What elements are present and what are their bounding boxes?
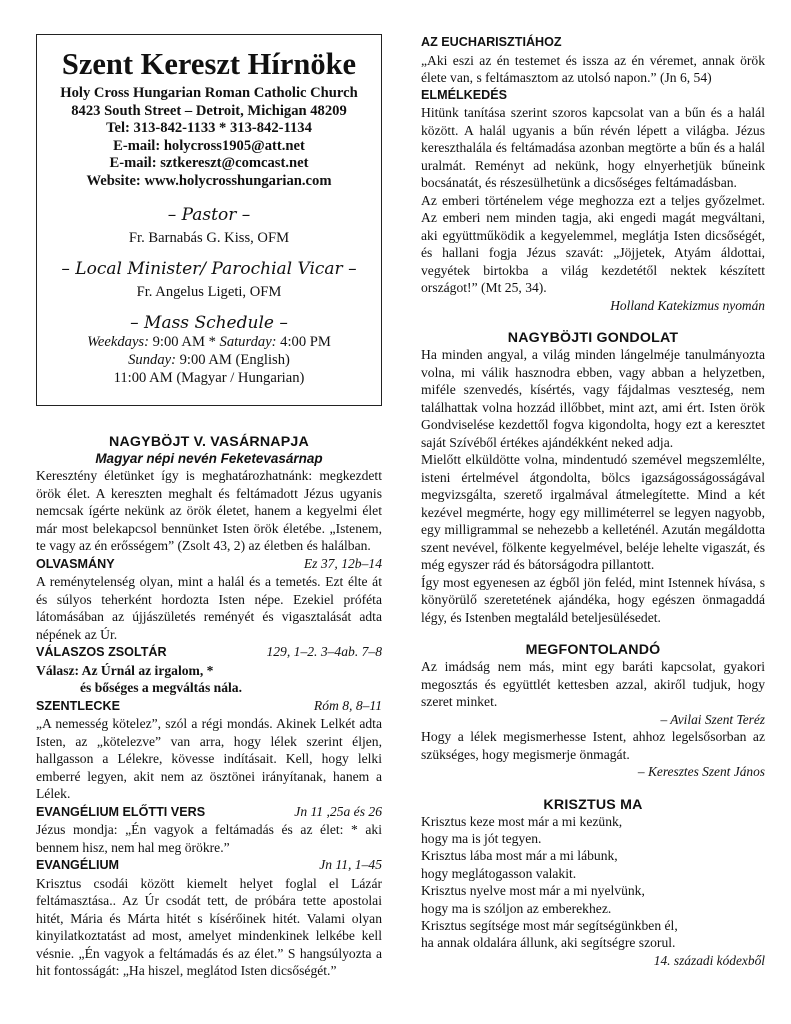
psalm-label: VÁLASZOS ZSOLTÁR (36, 645, 167, 659)
reading2-text: „A nemesség kötelez”, szól a régi mondás. Akinek Lelkét adta Isten, az „kötelezve” van arra, hogy lélek szerint éljen, hallgasson a Lélekre, kövesse indításait. Kell, hogy lelki emberré legyen, akit nem az ösztönei irányítanak, hanem a Lélek. (36, 716, 382, 801)
verse-ref: Jn 11 ,25a és 26 (294, 803, 382, 819)
poem-line: hogy ma is jót tegyen. (421, 830, 542, 846)
psalm-response-1: Válasz: Az Úrnál az irgalom, * (36, 662, 214, 678)
poem-source: 14. századi kódexből (653, 952, 765, 968)
email-1: E-mail: holycross1905@att.net (113, 137, 305, 154)
lent-thought-paragraph-1: Ha minden angyal, a világ minden lángelméje tanulmányozta volna, mi válik hasznodra ebben, vagy abban a helyzetben, miféle szenvedés, kísértés, vagy fájdalmas veszteség, nem találhattak volna hozzád illőbbet, mint azt, ami ért. Isten örök Gondviselése kezdettől fogva kigondolta, hogy ezt a keresztet saját Szívéből értékes ajándékként neked adja. (421, 347, 765, 450)
mass-sunday-line (45, 351, 373, 369)
reading1-text: A reménytelenség olyan, mint a halál és a temetés. Ezt élte át és súlyos teherként hordozta Isten népe. Ezekiel próféta látomásában az újjászületés reményét és vigasztalását adta népének az Úr. (36, 574, 382, 642)
sunday-label: Sunday: (128, 351, 176, 368)
weekdays-label: Weekdays: (87, 333, 149, 350)
gospel-header (36, 856, 382, 875)
verse-header (36, 803, 382, 822)
poem-line: ha annak oldalára állunk, aki segítségre szorul. (421, 935, 676, 951)
eucharist-label: AZ EUCHARISZTIÁHOZ (421, 35, 562, 49)
consider-paragraph-2: Hogy a lélek megismerhesse Istent, ahhoz legelsősorban az szükséges, hogy megismerje önmagát. (421, 729, 765, 762)
saturday-time: 4:00 PM (276, 333, 331, 350)
reading1-ref: Ez 37, 12b–14 (303, 555, 382, 571)
gospel-label: EVANGÉLIUM (36, 858, 120, 872)
mass-weekdays-line (45, 333, 373, 351)
lent-thought-heading: NAGYBÖJTI GONDOLAT (507, 330, 679, 346)
christ-today-heading: KRISZTUS MA (543, 796, 643, 813)
reading2-header (36, 697, 382, 716)
eucharist-header (421, 34, 765, 52)
masthead-box (36, 34, 382, 406)
church-address: 8423 South Street – Detroit, Michigan 48209 (71, 102, 347, 119)
verse-text: Jézus mondja: „Én vagyok a feltámadás és az élet: * aki bennem hisz, nem hal meg örökre.” (36, 822, 382, 855)
lent-thought-paragraph-2: Mielőtt elküldötte volna, mindentudó szemével megszemlélte, isteni értelmével átgondolta, bölcs igazságosságosságával megvizsgálta, szerető irgalmával átmelegítette. Mind a két kezével megmérte, hogy egy milliméterrel se legyen nagyobb, egy milligrammal se nehezebb a kelleténél. Azután megáldotta szent nevével, fölkente kegyelmével, beléje lehelte vigaszát, és még egyszer rád és bátorságodra pillantott. (421, 452, 765, 572)
psalm-ref: 129, 1–2. 3–4ab. 7–8 (266, 644, 382, 659)
lent-sunday-subheading: Magyar népi nevén Feketevasárnap (95, 451, 323, 466)
website: Website: www.holycrosshungarian.com (86, 172, 332, 189)
verse-label: EVANGÉLIUM ELŐTTI VERS (36, 804, 206, 819)
email-2: E-mail: sztkereszt@comcast.net (109, 155, 309, 172)
poem-line: Krisztus segítsége most már segítségünkben él, (421, 917, 678, 933)
lent-sunday-heading: NAGYBÖJT V. VASÁRNAPJA (109, 434, 309, 450)
meditation-paragraph-1: Hitünk tanítása szerint szoros kapcsolat van a bűn és a halál között. A halál ugyanis a bűn révén lépett a világba. Jézus kereszthalála és feltámadása azonban megtörte a bűn és a halál uralmát. Reményt ad nekünk, hogy elnyerhetjük bűneink bocsánatát, és részesülhetünk a dicsőséges feltámadásban. (421, 105, 765, 190)
intro-paragraph: Keresztény életünket így is meghatározhatnánk: megkezdett örök élet. A kereszten meghalt és feltámadott Jézus ugyanis nemcsak ígérte nekünk az örök életet, hanem a kegyelmi élet már most belekapcsol bennünket Isten örök életébe. „Istenem, te vagy az én erősségem” (Zsolt 43, 2) az életben és halálban. (36, 468, 382, 553)
pastor-heading: – Pastor – (167, 204, 251, 225)
poem-line: Krisztus lába most már a mi lábunk, (421, 848, 618, 864)
minister-name: Fr. Angelus Ligeti, OFM (136, 283, 282, 300)
phone-numbers: Tel: 313-842-1133 * 313-842-1134 (106, 120, 312, 137)
mass-sunday-hungarian: 11:00 AM (Magyar / Hungarian) (113, 370, 305, 387)
meditation-label: ELMÉLKEDÉS (421, 87, 508, 102)
meditation-source: Holland Katekizmus nyomán (610, 297, 765, 313)
eucharist-text: „Aki eszi az én testemet és issza az én véremet, annak örök élete van, s feltámasztom az utolsó napon.” (Jn 6, 54) (421, 52, 765, 85)
reading2-ref: Róm 8, 8–11 (313, 697, 382, 713)
poem-line: Krisztus keze most már a mi kezünk, (421, 813, 623, 829)
consider-paragraph-1: Az imádság nem más, mint egy baráti kapcsolat, gyakori megosztás és együttlét kettesben azzal, akiről tudjuk, hogy szeret minket. (421, 659, 765, 709)
reading1-header (36, 555, 382, 574)
psalm-response-2: és bőséges a megváltás nála. (80, 680, 242, 695)
consider-source-1: – Avilai Szent Teréz (660, 711, 765, 727)
poem-line: hogy meglátogasson valakit. (421, 865, 577, 881)
church-name: Holy Cross Hungarian Roman Catholic Church (60, 85, 358, 101)
mass-schedule-heading: – Mass Schedule – (130, 312, 288, 333)
saturday-label: Saturday: (219, 333, 277, 350)
poem (421, 813, 765, 952)
reading1-label: OLVASMÁNY (36, 556, 115, 571)
right-column (421, 34, 765, 969)
weekdays-time: 9:00 AM * (148, 333, 220, 350)
reading2-label: SZENTLECKE (36, 698, 120, 713)
poem-line: hogy ma is szóljon az emberekhez. (421, 900, 612, 916)
consider-heading: MEGFONTOLANDÓ (525, 642, 661, 658)
psalm-header (36, 643, 382, 662)
left-column (36, 34, 382, 980)
lent-sunday-section (36, 434, 382, 980)
meditation-header (421, 87, 765, 105)
gospel-text: Krisztus csodái között kiemelt helyet foglal el Lázár feltámasztása.. Az Úr csodát tett, de próbára tette apostolai hitét, Mária és Márta hitét s kísérőinek hitét. Valami olyan kinyilatkoztatást ad most, amelyet mindenkinek lelkébe kell vésnie. „Én vagyok a feltámadás és az élet.” S hangsúlyozta a hit fontosságát: „Ha hiszel, meglátod Isten dicsőségét.” (36, 875, 382, 978)
meditation-paragraph-2: Az emberi történelem vége meghozza ezt a teljes győzelmet. Az emberi nem minden tagja, aki engedi magát megváltani, aki együttműködik a kegyelemmel, meglátja Isten dicsőségét, és hallani fogja Jézus szavát: „Jöjjetek, Atyám áldottai, vegyétek birtokba a világ kezdetétől nektek készített országot!” (Mt 25, 34). (421, 192, 765, 295)
pastor-name: Fr. Barnabás G. Kiss, OFM (128, 229, 290, 246)
poem-line: Krisztus nyelve most már a mi nyelvünk, (421, 883, 645, 899)
gospel-ref: Jn 11, 1–45 (319, 857, 382, 872)
consider-source-2: – Keresztes Szent János (637, 764, 765, 779)
lent-thought-paragraph-3: Így most egyenesen az égből jön feléd, mint Istennek hívása, s könyörülő szeretetének ajándéka, hogy egészen önmagaddá légy, és Istenben megtaláld beteljesülésedet. (421, 574, 765, 625)
sunday-time: 9:00 AM (English) (175, 351, 290, 368)
newsletter-title: Szent Kereszt Hírnöke (61, 47, 357, 81)
minister-heading: – Local Minister/ Parochial Vicar – (61, 258, 357, 279)
